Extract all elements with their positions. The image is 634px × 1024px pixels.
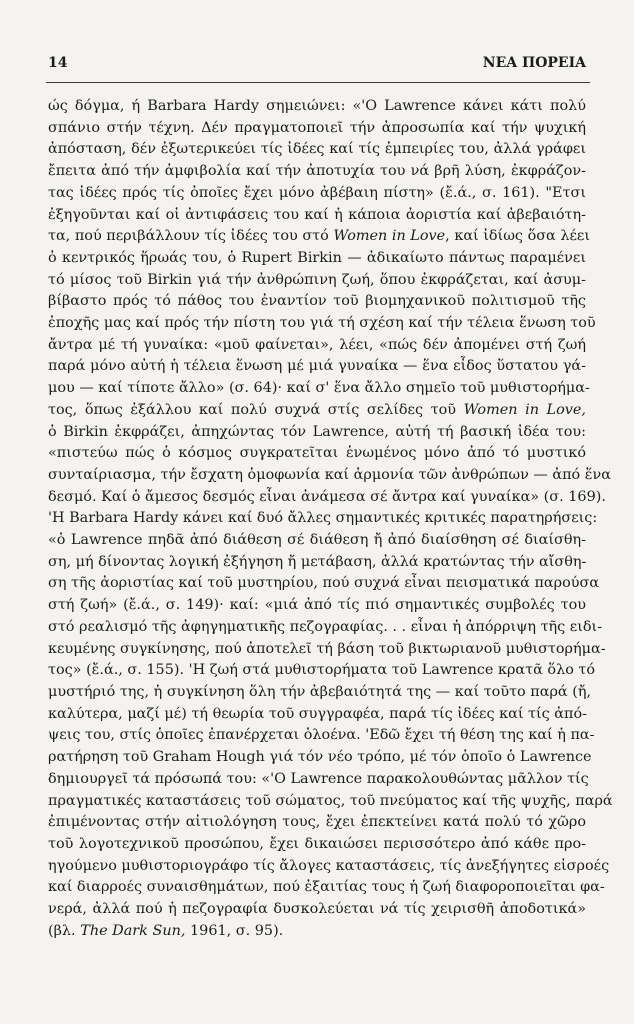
text-line xyxy=(48,660,596,682)
page-header xyxy=(48,55,586,71)
text-line xyxy=(48,270,586,292)
text-run: ἐποχῆς μας καί πρός τήν πίστη του γιά τή σχέση καί τήν τέλεια ἕνωση τοῦ xyxy=(48,315,596,332)
italic-title: The Dark Sun, xyxy=(80,922,186,939)
text-line xyxy=(48,856,610,878)
text-line xyxy=(48,487,606,509)
text-line xyxy=(48,443,586,465)
text-line xyxy=(48,899,586,921)
text-line xyxy=(48,508,598,530)
text-run: «ὁ Lawrence πηδᾶ ἀπό διάθεση σέ διάθεση ἤ ἀπό διαίσθηση σέ διαίσθη- xyxy=(48,532,586,549)
text-run: στό ρεαλισμό τῆς ἀφηγηματικῆς πεζογραφίας. . . εἶναι ἡ ἀπόρριψη τῆς ειδι- xyxy=(48,618,603,635)
italic-title: Women in Love xyxy=(333,228,446,245)
text-line xyxy=(48,921,586,943)
text-line xyxy=(48,747,592,769)
text-run: καί διαρροές συναισθημάτων, πού ἐξαιτίας τους ἡ ζωή διαφοροποιεῖται φα- xyxy=(48,879,605,896)
text-line xyxy=(48,769,589,791)
text-run: ἐπιμένοντας στήν αἰτιολόγηση τους, ἔχει ἐπεκτείνει κατά πολύ τό χῶρο xyxy=(48,814,586,831)
text-run: σπάνιο στήν τέχνη. Δέν πραγματοποιεῖ τήν ἀπροσωπία καί τήν ψυχική xyxy=(48,119,586,136)
text-line xyxy=(48,617,603,639)
text-line xyxy=(48,725,595,747)
text-run: συνταίριασμα, τήν ἔσχατη ὁμοφωνία καί ἁρμονία τῶν ἀνθρώπων — ἀπό ἕνα xyxy=(48,466,611,483)
italic-title: Women in Love, xyxy=(463,401,586,418)
text-run: τος» (ἔ.ά., σ. 155). 'Η ζωή στά μυθιστορήματα τοῦ Lawrence κρατᾶ ὅλο τό xyxy=(48,662,596,679)
text-run: καλύτερα, μαζί μέ) τή θεωρία τοῦ συγγραφέα, παρά τίς ἰδέες καί τίς ἀπό- xyxy=(48,705,587,722)
text-run: δεσμό. Καί ὁ ἄμεσος δεσμός εἶναι ἀνάμεσα σέ ἄντρα καί γυναίκα» (σ. 169). xyxy=(48,488,606,505)
text-run: νερά, ἀλλά πού ἡ πεζογραφία δυσκολεύεται νά τίς χειρισθῆ ἀποδοτικά» xyxy=(48,901,586,918)
text-run: δημιουργεῖ τά πρόσωπά του: «'Ο Lawrence παρακολουθώντας μᾶλλον τίς xyxy=(48,770,589,787)
text-run: τό μίσος τοῦ Birkin γιά τήν ἀνθρώπινη ζωή, ὅπου ἐκφράζεται, καί ἀσυμ- xyxy=(48,271,586,288)
text-run: τας ἰδέες πρός τίς ὁποῖες ἔχει μόνο ἀβέβαιη πίστη» (ἔ.ά., σ. 161). "Ετσι xyxy=(48,184,586,201)
text-line xyxy=(48,639,606,661)
text-line xyxy=(48,118,586,140)
text-line xyxy=(48,400,586,422)
text-line xyxy=(48,704,586,726)
text-run: ἀπόσταση, δέν ἐξωτερικεύει τίς ἰδέες καί τίς ἐμπειρίες του, ἀλλά γράφει xyxy=(48,141,586,158)
text-line xyxy=(48,812,586,834)
header-rule xyxy=(46,82,590,83)
text-run: μου — καί τίποτε ἄλλο» (σ. 64)· καί σ' ἕνα ἄλλο σημεῖο τοῦ μυθιστορήμα- xyxy=(48,380,590,397)
text-line xyxy=(48,378,590,400)
text-line xyxy=(48,183,586,205)
text-run: ἔπειτα ἀπό τήν ἀμφιβολία καί τήν ἀποτυχία του νά βρῆ λύση, ἐκφράζον- xyxy=(48,163,586,180)
text-run: , καί ἰδίως ὅσα λέει xyxy=(445,228,591,245)
running-title: ΝΕΑ ΠΟΡΕΙΑ xyxy=(482,55,586,71)
text-line xyxy=(48,291,586,313)
text-run: ἄντρα μέ τή γυναίκα: «μοῦ φαίνεται», λέει, «πώς δέν ἀπομένει στή ζωή xyxy=(48,336,586,353)
text-run: ὁ κεντρικός ἥρωάς του, ὁ Rupert Birkin — ἀδικαίωτο πάντως παραμένει xyxy=(48,249,586,266)
text-run: κευμένης συγκίνησης, πού ἀποτελεῖ τή βάση τοῦ βικτωριανοῦ μυθιστορήμα- xyxy=(48,640,606,657)
text-line xyxy=(48,791,613,813)
text-line xyxy=(48,356,586,378)
text-line xyxy=(48,595,586,617)
text-line xyxy=(48,161,586,183)
text-run: παρά μόνο αὐτή ἡ τέλεια ἕνωση μέ μιά γυναίκα — ἕνα εἶδος ὕστατου γά- xyxy=(48,358,586,375)
text-line xyxy=(48,552,586,574)
text-run: ηγούμενο μυθιστοριογράφο τίς ἄλογες καταστάσεις, τίς ἀνεξήγητες εἰσροές xyxy=(48,857,610,874)
text-run: βίβαστο πρός τό πάθος του ἐναντίον τοῦ βιομηχανικοῦ πολιτισμοῦ τῆς xyxy=(48,293,586,310)
text-line xyxy=(48,834,586,856)
text-run: πραγματικές καταστάσεις τοῦ σώματος, τοῦ πνεύματος καί τῆς ψυχῆς, παρά xyxy=(48,792,613,809)
text-run: τοῦ λογοτεχνικοῦ προσώπου, ἔχει δικαιώσει περισσότερο ἀπό κάθε προ- xyxy=(48,835,586,852)
text-line xyxy=(48,573,600,595)
text-line xyxy=(48,248,586,270)
text-run: στή ζωή» (ἔ.ά., σ. 149)· καί: «μιά ἀπό τίς πιό σημαντικές συμβολές του xyxy=(48,597,586,614)
text-line xyxy=(48,682,592,704)
text-run: 1961, σ. 95). xyxy=(185,922,284,939)
text-line xyxy=(48,96,586,118)
text-line xyxy=(48,465,611,487)
text-line xyxy=(48,530,586,552)
text-run: ση, μή δίνοντας λογική ἐξήγηση ἤ μετάβαση, ἀλλά κρατώντας τήν αἴσθη- xyxy=(48,553,587,570)
text-run: ψεις του, στίς ὁποῖες ἐπανέρχεται ὁλοένα. 'Εδῶ ἔχει τή θέση της καί ἡ πα- xyxy=(48,727,595,744)
text-run: ση τῆς ἀοριστίας καί τοῦ μυστηρίου, πού συχνά εἶναι πεισματικά παρούσα xyxy=(48,575,600,592)
text-run: «πιστεύω πώς ὁ κόσμος συγκρατεῖται ἑνωμένος μόνο ἀπό τό μυστικό xyxy=(48,445,586,462)
body-text xyxy=(48,96,613,942)
text-run: ἐξηγοῦνται καί οἱ ἀντιφάσεις του καί ἡ κάποια ἀοριστία καί ἀβεβαιότη- xyxy=(48,206,586,223)
text-line xyxy=(48,335,586,357)
text-run: μυστήριό της, ἡ συγκίνηση ὅλη τήν ἀβεβαιότητά της — καί τοῦτο παρά (ἤ, xyxy=(48,683,592,700)
text-line xyxy=(48,877,605,899)
text-run: ώς δόγμα, ή Barbara Hardy σημειώνει: «'Ο Lawrence κάνει κάτι πολύ xyxy=(48,98,586,114)
text-line xyxy=(48,205,586,227)
text-run: ρατήρηση τοῦ Graham Hough γιά τόν νέο τρόπο, μέ τόν ὁποῖο ὁ Lawrence xyxy=(48,749,592,766)
text-line xyxy=(48,139,586,161)
text-line xyxy=(48,226,591,248)
text-run: ὁ Birkin ἐκφράζει, ἀπηχώντας τόν Lawrence, αὐτή τή βασική ἰδέα του: xyxy=(48,423,586,440)
page-number: 14 xyxy=(48,55,68,71)
text-line xyxy=(48,422,586,444)
text-line xyxy=(48,313,596,335)
text-run: τα, πού περιβάλλουν τίς ἰδέες του στό xyxy=(48,228,334,245)
text-run: τος, ὅπως ἐξάλλου καί πολύ συχνά στίς σελίδες τοῦ xyxy=(48,401,464,418)
text-run: 'Η Barbara Hardy κάνει καί δυό ἄλλες σημαντικές κριτικές παρατηρήσεις: xyxy=(48,510,598,527)
text-run: (βλ. xyxy=(48,922,81,939)
